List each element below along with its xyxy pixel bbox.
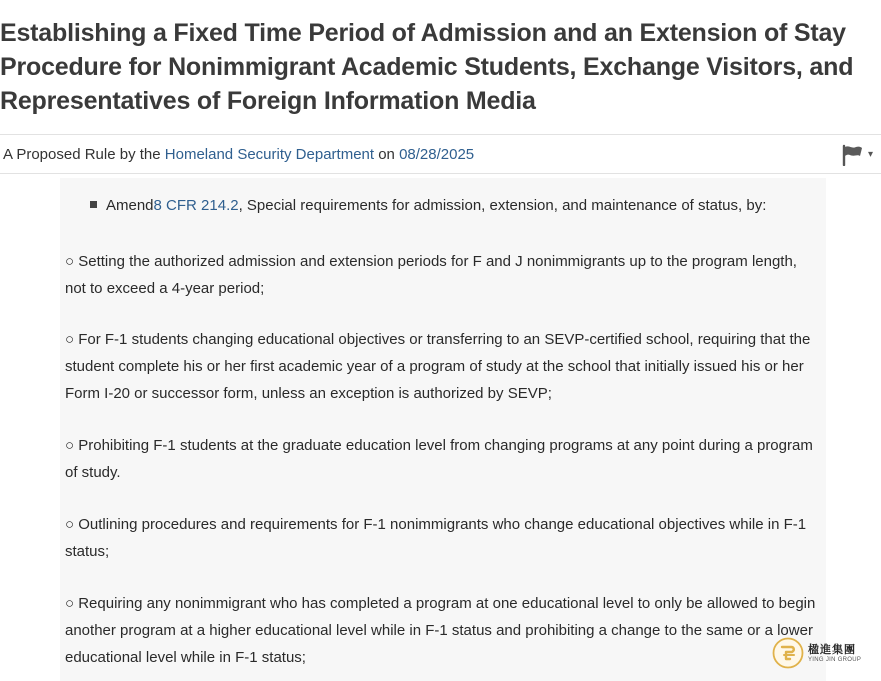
watermark-logo (772, 637, 861, 669)
amend-prefix: Amend (106, 197, 154, 214)
amend-line (90, 195, 766, 217)
meta-prefix: A Proposed Rule by the (3, 145, 165, 163)
page-title: Establishing a Fixed Time Period of Admission and an Extension of Stay Procedure for Nonimmigrant Academic Students, Exchange Visitors, and Representatives of Foreign Information Media (0, 19, 854, 115)
meta-on: on (374, 145, 400, 163)
rule-content-panel (60, 178, 826, 681)
flag-icon (841, 144, 865, 166)
company-logo-icon (772, 637, 804, 669)
square-bullet-icon (90, 201, 97, 208)
agency-link[interactable]: Homeland Security Department (164, 145, 375, 163)
watermark-en: YING JIN GROUP (808, 656, 862, 663)
chevron-down-icon: ▾ (867, 149, 873, 160)
list-item: ○ Prohibiting F-1 students at the graduate education level from changing programs at any point during a program of study. (65, 437, 813, 481)
list-item: ○ Setting the authorized admission and extension periods for F and J nonimmigrants up to the program length, not to exceed a 4-year period; (65, 253, 797, 297)
document-meta-bar (0, 134, 881, 174)
list-item: ○ Requiring any nonimmigrant who has completed a program at one educational level to only be allowed to begin another program at a higher educational level while in F-1 status and prohibiting a change to the same or a lower educational level while in F-1 status; (65, 595, 816, 666)
flag-menu-button[interactable] (841, 144, 873, 166)
list-item: ○ Outlining procedures and requirements for F-1 nonimmigrants who change educational objectives while in F-1 status; (65, 516, 807, 560)
watermark-cn: 楹進集團 (808, 642, 856, 656)
amend-suffix: , Special requirements for admission, extension, and maintenance of status, by: (238, 197, 767, 214)
cfr-link[interactable]: 8 CFR 214.2 (153, 197, 239, 214)
list-item: ○ For F-1 students changing educational objectives or transferring to an SEVP-certified school, requiring that the student complete his or her first academic year of a program of study at the school that initially issued his or her Form I-20 or successor form, unless an exception is authorized by SEVP; (65, 331, 811, 402)
date-link[interactable]: 08/28/2025 (399, 145, 475, 163)
document-meta (0, 146, 474, 163)
